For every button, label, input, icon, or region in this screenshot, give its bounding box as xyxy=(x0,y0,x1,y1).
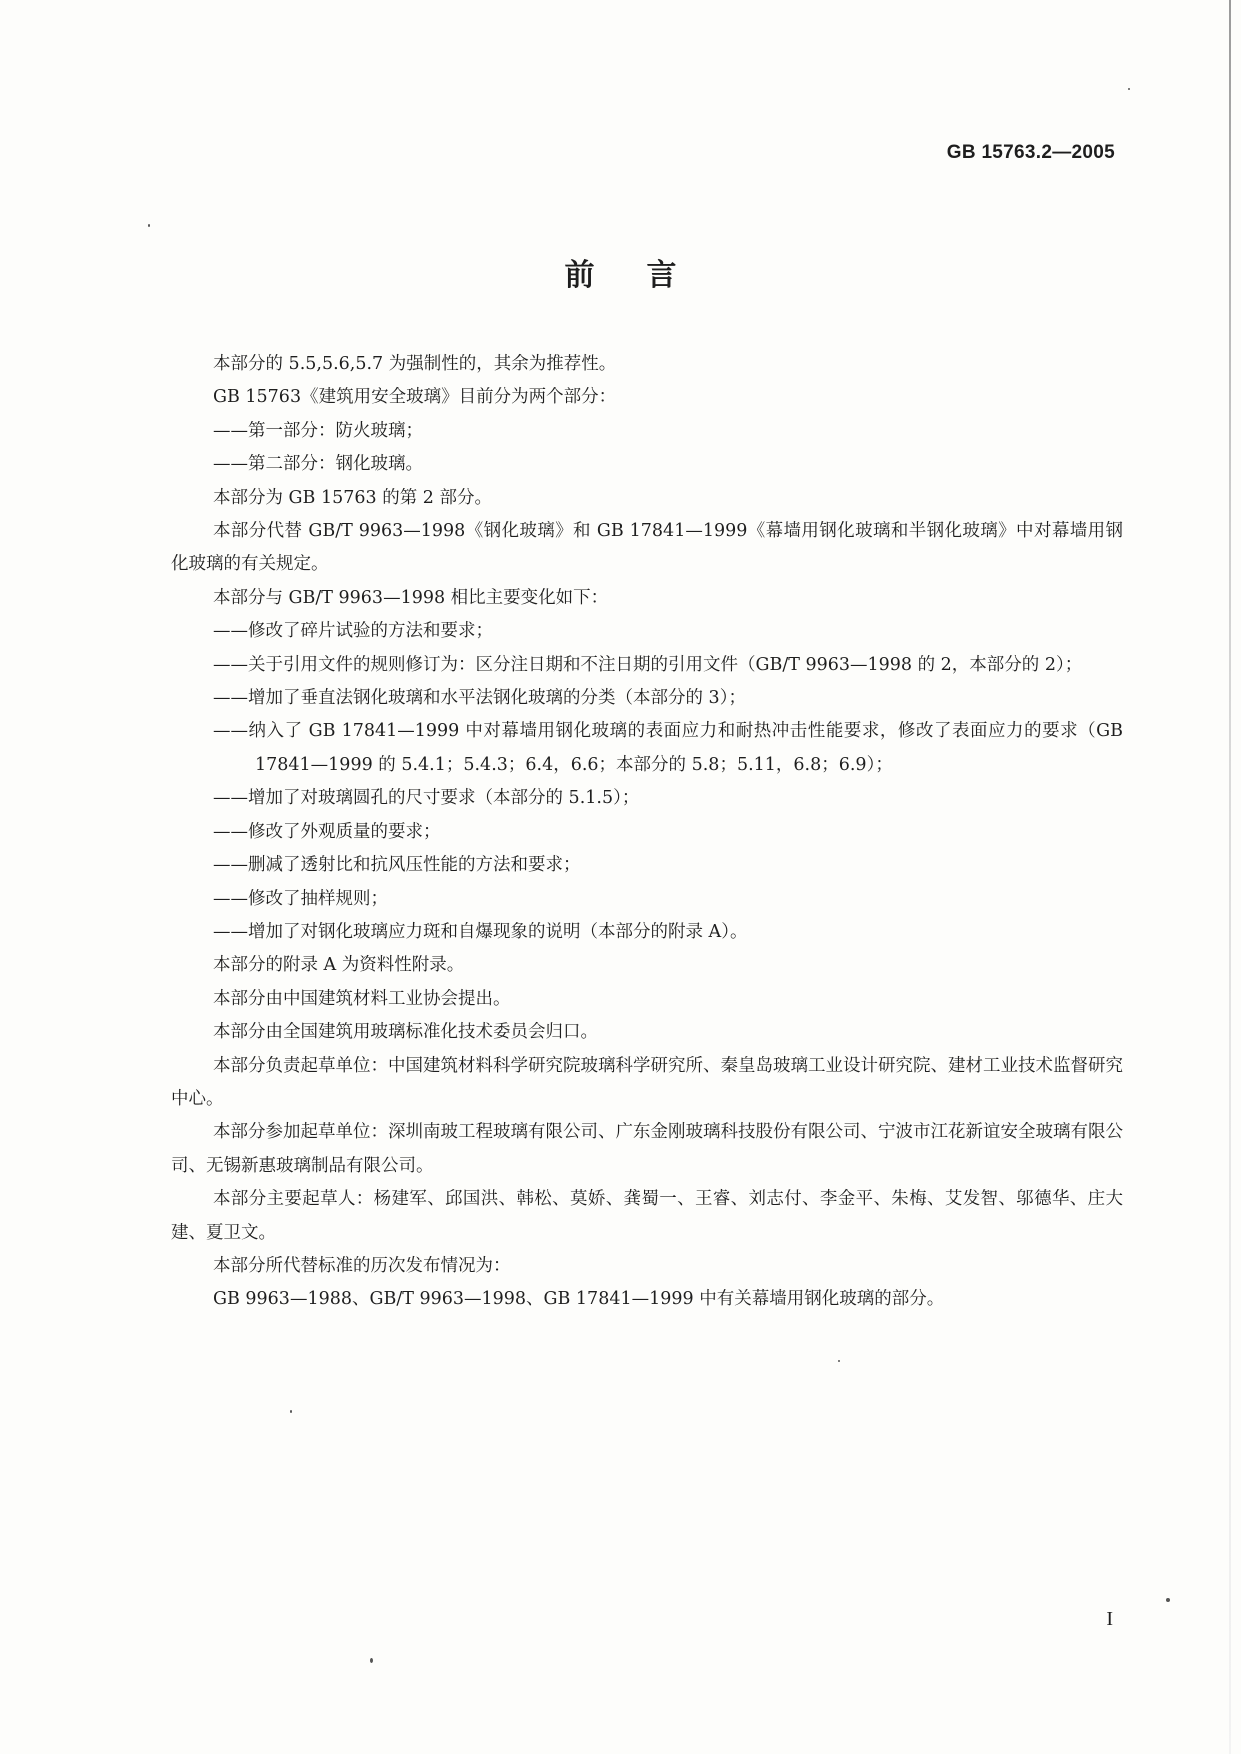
list-item: ——删减了透射比和抗风压性能的方法和要求； xyxy=(213,855,581,876)
paragraph: 本部分所代替标准的历次发布情况为： xyxy=(213,1255,511,1276)
list-item: ——修改了抽样规则； xyxy=(213,888,388,909)
list-item: ——增加了垂直法钢化玻璃和水平法钢化玻璃的分类（本部分的 3）； xyxy=(213,688,746,709)
scan-speck xyxy=(290,1410,292,1413)
page-number: I xyxy=(1106,1608,1113,1630)
paragraph: GB 9963—1988、GB/T 9963—1998、GB 17841—1999 中有关幕墙用钢化玻璃的部分。 xyxy=(213,1289,945,1310)
paragraph: 本部分由中国建筑材料工业协会提出。 xyxy=(213,988,511,1009)
paragraph: 本部分由全国建筑用玻璃标准化技术委员会归口。 xyxy=(213,1022,598,1043)
list-item: ——第二部分：钢化玻璃。 xyxy=(213,454,423,475)
paragraph: 本部分负责起草单位：中国建筑材料科学研究院玻璃科学研究所、秦皇岛玻璃工业设计研究院、建材工业技术监督研究中心。 xyxy=(171,1055,1123,1109)
list-item: ——纳入了 GB 17841—1999 中对幕墙用钢化玻璃的表面应力和耐热冲击性能要求，修改了表面应力的要求（GB 17841—1999 的 5.4.1；5.4.3；6.4，6.6；本部分的 5.8；5.11，6.8；6.9）； xyxy=(213,721,1123,775)
paragraph: GB 15763《建筑用安全玻璃》目前分为两个部分： xyxy=(213,387,617,408)
page-title: 前言 xyxy=(564,258,729,293)
scan-speck xyxy=(1166,1598,1170,1602)
list-item: ——修改了碎片试验的方法和要求； xyxy=(213,621,493,642)
paragraph: 本部分参加起草单位：深圳南玻工程玻璃有限公司、广东金刚玻璃科技股份有限公司、宁波市江花新谊安全玻璃有限公司、无锡新惠玻璃制品有限公司。 xyxy=(171,1122,1123,1176)
list-item: ——第一部分：防火玻璃； xyxy=(213,420,423,441)
scan-speck xyxy=(1128,88,1130,90)
scan-speck xyxy=(838,1360,840,1362)
paragraph: 本部分的 5.5,5.6,5.7 为强制性的，其余为推荐性。 xyxy=(213,354,617,374)
paragraph: 本部分的附录 A 为资料性附录。 xyxy=(213,955,465,976)
list-item: ——增加了对钢化玻璃应力斑和自爆现象的说明（本部分的附录 A）。 xyxy=(213,921,748,942)
paragraph: 本部分代替 GB/T 9963—1998《钢化玻璃》和 GB 17841—1999《幕墙用钢化玻璃和半钢化玻璃》中对幕墙用钢化玻璃的有关规定。 xyxy=(171,521,1123,575)
scan-speck xyxy=(370,1658,373,1663)
list-item: ——增加了对玻璃圆孔的尺寸要求（本部分的 5.1.5）； xyxy=(213,788,640,809)
paragraph: 本部分主要起草人：杨建军、邱国洪、韩松、莫娇、龚蜀一、王睿、刘志付、李金平、朱梅、艾发智、邬德华、庄大建、夏卫文。 xyxy=(171,1189,1123,1243)
list-item: ——关于引用文件的规则修订为：区分注日期和不注日期的引用文件（GB/T 9963—1998 的 2，本部分的 2）； xyxy=(213,654,1083,675)
body-text xyxy=(171,348,1123,1317)
list-item: ——修改了外观质量的要求； xyxy=(213,821,441,842)
standard-code: GB 15763.2—2005 xyxy=(946,142,1115,163)
scan-speck xyxy=(148,224,150,227)
paragraph: 本部分与 GB/T 9963—1998 相比主要变化如下： xyxy=(213,587,609,608)
paragraph: 本部分为 GB 15763 的第 2 部分。 xyxy=(213,487,492,508)
